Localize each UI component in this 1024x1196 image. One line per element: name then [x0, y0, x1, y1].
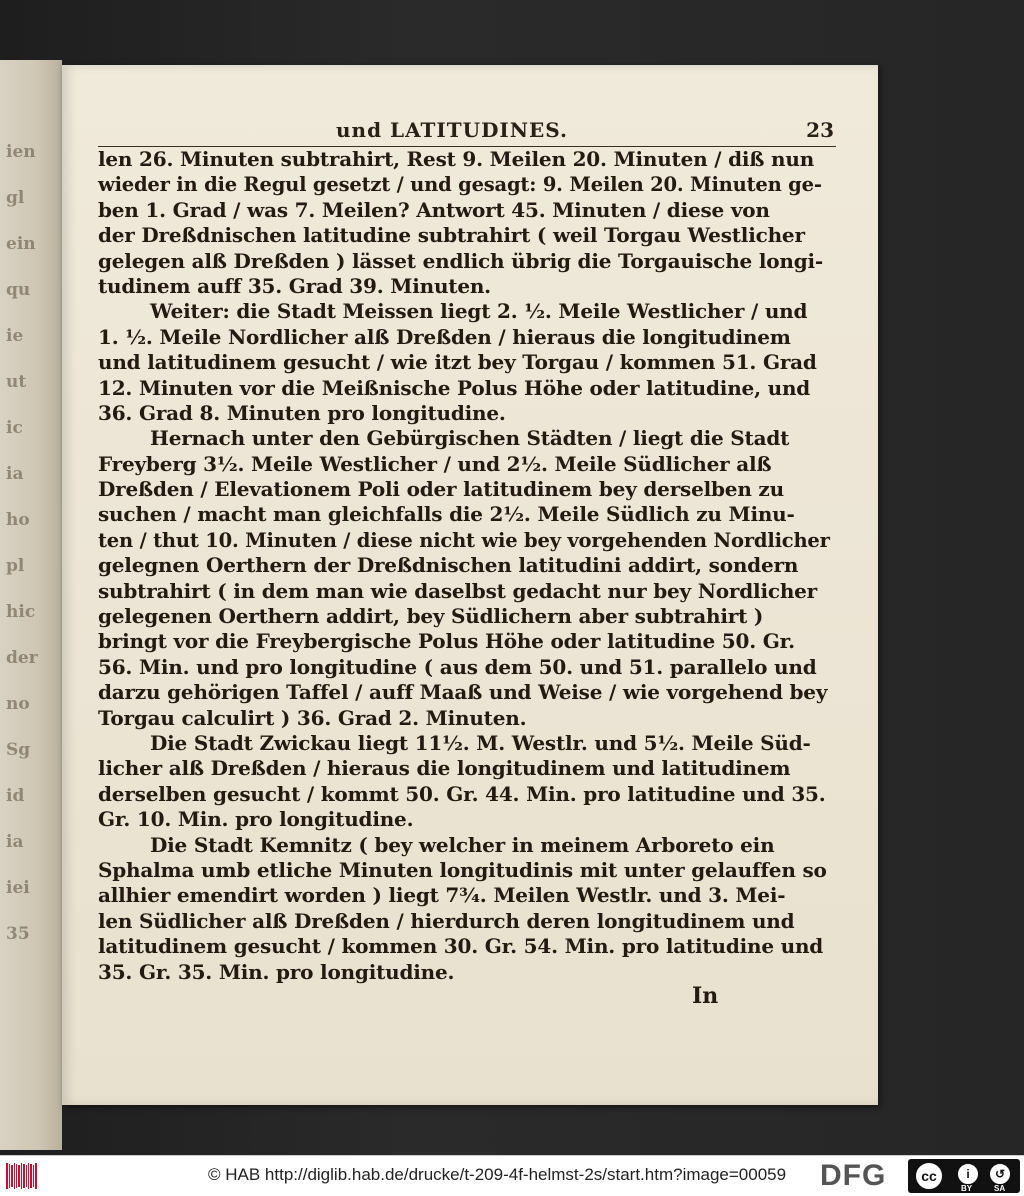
prev-page-fragment: der [6, 648, 38, 668]
hab-barcode-icon [4, 1161, 44, 1191]
prev-page-fragment: id [6, 786, 25, 806]
page-header [98, 118, 836, 147]
text-line: len Südlicher alß Dreßden / hierdurch deren longitudinem und [98, 908, 795, 933]
copyright-link[interactable]: © HAB http://diglib.hab.de/drucke/t-209-4f-helmst-2s/start.htm?image=00059 [208, 1165, 787, 1184]
text-line: Weiter: die Stadt Meissen liegt 2. ½. Meile Westlicher / und [150, 299, 808, 324]
text-line: Die Stadt Zwickau liegt 11½. M. Westlr. und 5½. Meile Süd- [150, 730, 811, 755]
text-line: tudinem auff 35. Grad 39. Minuten. [98, 273, 491, 298]
cc-license-badge[interactable] [908, 1159, 1020, 1193]
share-alike-icon: ↺ [988, 1162, 1012, 1186]
book-page [62, 65, 878, 1105]
prev-page-fragment: pl [6, 556, 25, 576]
text-line: ten / thut 10. Minuten / diese nicht wie bey vorgehenden Nordlicher [98, 528, 830, 552]
text-line: len 26. Minuten subtrahirt, Rest 9. Meilen 20. Minuten / diß nun [98, 147, 815, 171]
text-line: ben 1. Grad / was 7. Meilen? Antwort 45. Minuten / diese von [98, 197, 770, 222]
prev-page-fragment: gl [6, 188, 25, 208]
text-line: und latitudinem gesucht / wie itzt bey Torgau / kommen 51. Grad [98, 350, 817, 375]
text-line: 56. Min. und pro longitudine ( aus dem 50. und 51. parallelo und [98, 654, 817, 679]
footer-bar [0, 1155, 1024, 1196]
prev-page-fragment: ut [6, 372, 27, 392]
running-head: und LATITUDINES. [336, 118, 568, 142]
text-line: Torgau calculirt ) 36. Grad 2. Minuten. [98, 705, 527, 730]
text-line: 12. Minuten vor die Meißnische Polus Höhe oder latitudine, und [98, 375, 811, 400]
text-line: Freyberg 3½. Meile Westlicher / und 2½. Meile Südlicher alß [98, 451, 772, 476]
text-line: 35. Gr. 35. Min. pro longitudine. [98, 959, 455, 984]
page-number: 23 [806, 118, 834, 142]
text-line: latitudinem gesucht / kommen 30. Gr. 54. Min. pro latitudine und [98, 934, 824, 959]
text-line: subtrahirt ( in dem man wie daselbst gedacht nur bey Nordlicher [98, 578, 818, 603]
text-line: Hernach unter den Gebürgischen Städten / liegt die Stadt [150, 426, 790, 451]
text-line: Gr. 10. Min. pro longitudine. [98, 807, 414, 832]
prev-page-fragment: ien [6, 142, 36, 162]
text-line: gelegnen Oerthern der Dreßdnischen latitudini addirt, sondern [98, 553, 799, 578]
text-line: allhier emendirt worden ) liegt 7¾. Meilen Westlr. und 3. Mei- [98, 883, 786, 908]
prev-page-fragment: ho [6, 510, 30, 530]
prev-page-fragment: ia [6, 832, 24, 852]
prev-page-fragment: Sg [6, 740, 31, 760]
by-person-icon: i [956, 1162, 980, 1186]
text-line: Sphalma umb etliche Minuten longitudinis mit unter gelauffen so [98, 857, 827, 882]
text-line: gelegen alß Dreßden ) lässet endlich übrig die Torgauische longi- [98, 248, 823, 273]
prev-page-fragment: ein [6, 234, 36, 254]
text-line: derselben gesucht / kommt 50. Gr. 44. Min. pro latitudine und 35. [98, 781, 826, 806]
text-line: 36. Grad 8. Minuten pro longitudine. [98, 400, 506, 425]
prev-page-fragment: no [6, 694, 30, 714]
text-line: wieder in die Regul gesetzt / und gesagt: 9. Meilen 20. Minuten ge- [98, 173, 822, 197]
prev-page-fragment: hic [6, 602, 36, 622]
prev-page-fragment: 35 [6, 924, 30, 944]
text-line: Dreßden / Elevationem Poli oder latitudinem bey derselben zu [98, 477, 784, 502]
text-line: suchen / macht man gleichfalls die 2½. Meile Südlich zu Minu- [98, 502, 795, 527]
prev-page-fragment: ic [6, 418, 23, 438]
text-line: licher alß Dreßden / hieraus die longitudinem und latitudinem [98, 756, 791, 781]
prev-page-fragment: ia [6, 464, 24, 484]
cc-icon: cc [914, 1161, 944, 1191]
prev-page-fragment: iei [6, 878, 30, 898]
text-line: Die Stadt Kemnitz ( bey welcher in meinem Arboreto ein [150, 832, 775, 857]
text-line: 1. ½. Meile Nordlicher alß Dreßden / hieraus die longitudinem [98, 324, 791, 349]
catchword: In [692, 983, 719, 1009]
cc-sa-label: SA [994, 1184, 1006, 1193]
dfg-logo: DFG [820, 1159, 887, 1192]
body-text [98, 147, 830, 985]
prev-page-fragment: ie [6, 326, 24, 346]
prev-page-fragment: qu [6, 280, 31, 300]
cc-by-label: BY [961, 1184, 973, 1193]
previous-page-edge [0, 60, 62, 1150]
text-line: bringt vor die Freybergische Polus Höhe oder latitudine 50. Gr. [98, 629, 795, 654]
text-line: darzu gehörigen Taffel / auff Maaß und Weise / wie vorgehend bey [98, 680, 828, 705]
text-line: der Dreßdnischen latitudine subtrahirt ( weil Torgau Westlicher [98, 223, 805, 248]
text-line: gelegenen Oerthern addirt, bey Südlichern aber subtrahirt ) [98, 604, 764, 629]
